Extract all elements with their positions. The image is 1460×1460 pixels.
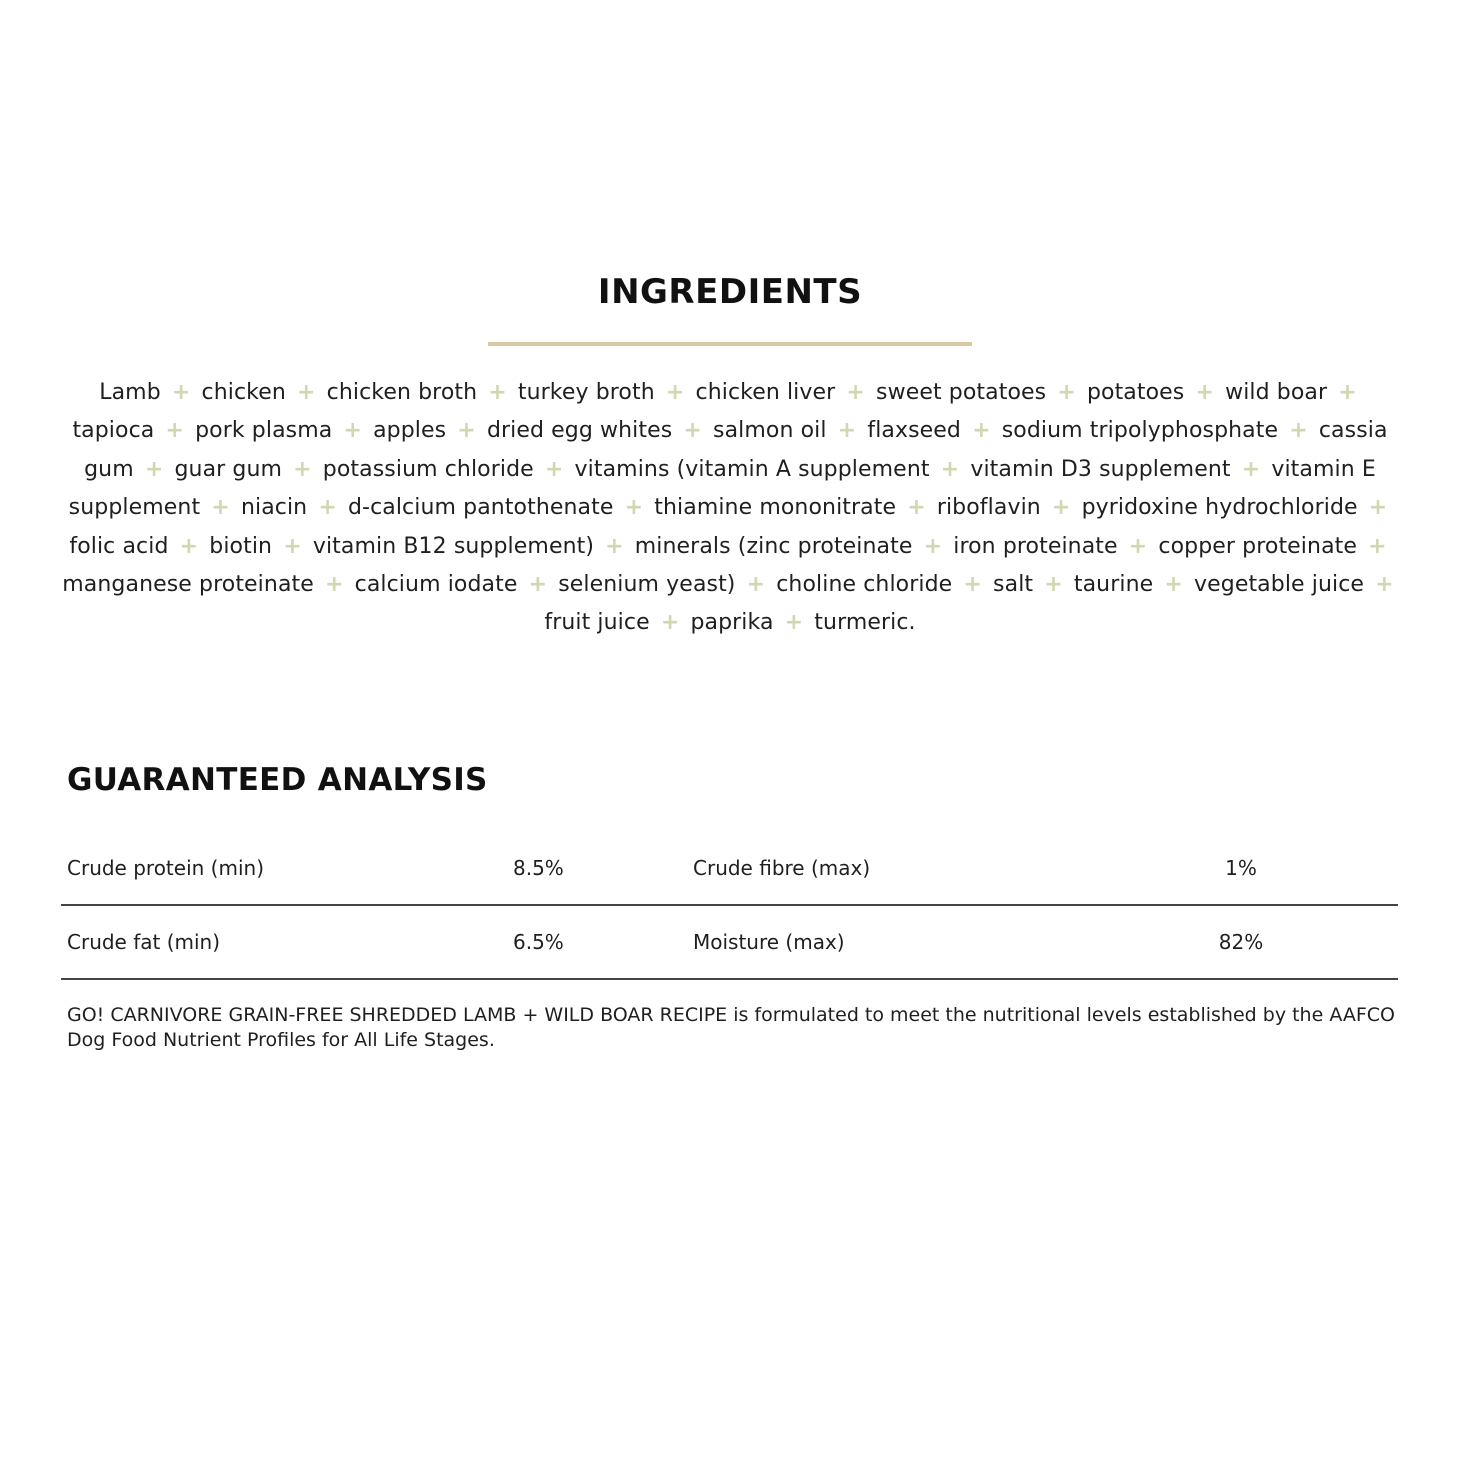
plus-separator-icon: +: [343, 418, 362, 444]
plus-separator-icon: +: [972, 418, 991, 444]
ingredient-item: vitamin B12 supplement): [312, 533, 595, 559]
analysis-label: Crude fibre (max): [693, 856, 871, 880]
plus-separator-icon: +: [457, 418, 476, 444]
plus-separator-icon: +: [144, 456, 164, 482]
ingredient-item: minerals (zinc proteinate: [634, 533, 913, 559]
analysis-label: Crude fat (min): [67, 930, 221, 954]
plus-separator-icon: +: [837, 418, 857, 444]
analysis-row: [61, 832, 1398, 906]
ingredient-item: manganese proteinate: [62, 572, 314, 598]
plus-separator-icon: +: [746, 572, 766, 598]
ingredient-item: riboflavin: [936, 495, 1041, 521]
ingredient-item: pyridoxine hydrochloride: [1081, 495, 1358, 521]
ingredient-item: wild boar: [1225, 380, 1328, 405]
ingredient-item: fruit juice: [544, 610, 650, 636]
ingredient-item: vitamin D3 supplement: [970, 456, 1231, 482]
plus-separator-icon: +: [283, 533, 302, 559]
plus-separator-icon: +: [846, 380, 865, 405]
plus-separator-icon: +: [488, 380, 507, 405]
plus-separator-icon: +: [1128, 533, 1148, 559]
ingredient-item: sodium tripolyphosphate: [1001, 418, 1279, 444]
plus-separator-icon: +: [544, 456, 564, 482]
ingredient-item: potassium chloride: [322, 456, 534, 482]
ingredient-item: folic acid: [69, 533, 169, 559]
ingredient-item: apples: [373, 418, 447, 444]
plus-separator-icon: +: [1368, 495, 1388, 521]
plus-separator-icon: +: [171, 380, 191, 405]
plus-separator-icon: +: [293, 456, 312, 482]
plus-separator-icon: +: [324, 572, 344, 598]
plus-separator-icon: +: [940, 456, 960, 482]
plus-separator-icon: +: [179, 533, 199, 559]
ingredient-item: biotin: [209, 533, 273, 559]
ingredient-item: turmeric.: [814, 610, 916, 636]
plus-separator-icon: +: [923, 533, 943, 559]
ingredient-item: niacin: [240, 495, 308, 521]
ingredient-item: choline chloride: [776, 572, 953, 598]
aafco-statement: GO! CARNIVORE GRAIN-FREE SHREDDED LAMB + WILD BOAR RECIPE is formulated to meet the nutritional levels established by the AAFCO Dog Food Nutrient Profiles for All Life Stages.: [67, 1004, 1396, 1051]
ingredient-item: guar gum: [174, 456, 283, 482]
plus-separator-icon: +: [1044, 572, 1063, 598]
ingredient-item: paprika: [690, 610, 774, 636]
ingredient-item: vitamins (vitamin A supplement: [574, 456, 930, 482]
plus-separator-icon: +: [1338, 380, 1357, 405]
ingredient-item: thiamine mononitrate: [654, 495, 897, 521]
ingredient-item: vegetable juice: [1194, 572, 1365, 598]
ingredient-item: flaxseed: [867, 418, 961, 444]
title-divider: [488, 342, 972, 346]
plus-separator-icon: +: [165, 418, 184, 444]
ingredient-item: selenium yeast): [558, 572, 736, 598]
ingredient-item: tapioca: [72, 418, 155, 444]
plus-separator-icon: +: [665, 380, 685, 405]
ingredient-item: salmon oil: [713, 418, 827, 444]
plus-separator-icon: +: [1057, 380, 1076, 405]
analysis-label: Crude protein (min): [67, 856, 264, 880]
plus-separator-icon: +: [1195, 380, 1215, 405]
ingredient-item: chicken broth: [326, 380, 478, 405]
analysis-value: 1%: [1225, 856, 1257, 880]
plus-separator-icon: +: [318, 495, 337, 521]
plus-separator-icon: +: [211, 495, 230, 521]
ingredient-item: taurine: [1073, 572, 1154, 598]
ingredient-item: copper proteinate: [1158, 533, 1358, 559]
analysis-value: 82%: [1218, 930, 1264, 954]
plus-separator-icon: +: [660, 610, 680, 636]
plus-separator-icon: +: [1375, 572, 1394, 598]
plus-separator-icon: +: [605, 533, 624, 559]
analysis-table: [61, 832, 1398, 980]
ingredient-item: cassia gum: [84, 418, 1388, 482]
ingredient-item: d-calcium pantothenate: [347, 495, 614, 521]
plus-separator-icon: +: [784, 610, 804, 636]
ingredients-list: [58, 374, 1402, 643]
ingredient-item: sweet potatoes: [876, 380, 1047, 405]
ingredient-item: Lamb: [99, 380, 161, 405]
plus-separator-icon: +: [296, 380, 316, 405]
ingredient-item: chicken liver: [695, 380, 836, 405]
plus-separator-icon: +: [1051, 495, 1071, 521]
ingredient-item: calcium iodate: [354, 572, 518, 598]
analysis-row: [61, 906, 1398, 980]
analysis-value: 6.5%: [513, 930, 564, 954]
plus-separator-icon: +: [624, 495, 644, 521]
plus-separator-icon: +: [1289, 418, 1308, 444]
plus-separator-icon: +: [528, 572, 548, 598]
plus-separator-icon: +: [683, 418, 702, 444]
ingredient-item: potatoes: [1086, 380, 1185, 405]
ingredient-item: pork plasma: [195, 418, 333, 444]
plus-separator-icon: +: [1164, 572, 1183, 598]
analysis-label: Moisture (max): [693, 930, 845, 954]
plus-separator-icon: +: [907, 495, 926, 521]
ingredient-item: vitamin E supplement: [68, 456, 1376, 521]
plus-separator-icon: +: [1368, 533, 1387, 559]
ingredient-item: chicken: [201, 380, 286, 405]
ingredient-item: turkey broth: [517, 380, 655, 405]
ingredients-title: INGREDIENTS: [597, 272, 863, 312]
ingredient-item: dried egg whites: [486, 418, 673, 444]
ingredient-item: iron proteinate: [953, 533, 1118, 559]
plus-separator-icon: +: [963, 572, 982, 598]
plus-separator-icon: +: [1241, 456, 1261, 482]
ingredient-item: salt: [993, 572, 1034, 598]
analysis-title: GUARANTEED ANALYSIS: [67, 762, 488, 798]
analysis-value: 8.5%: [513, 856, 564, 880]
